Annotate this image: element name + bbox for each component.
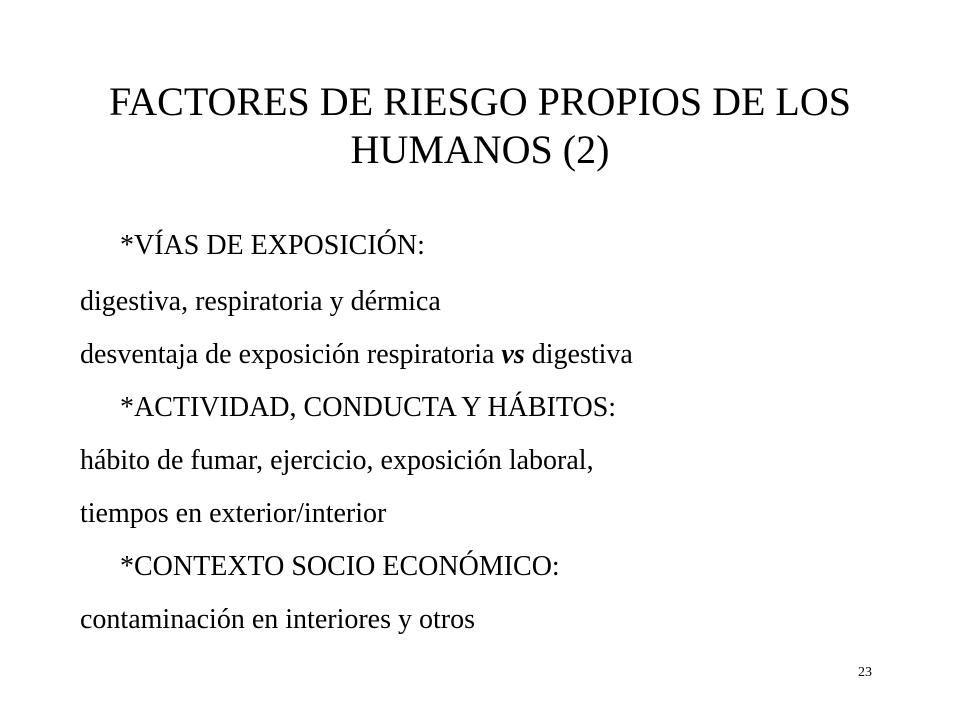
exposure-disadvantage-text: desventaja de exposición respiratoria [80,339,502,370]
exposure-routes-list: digestiva, respiratoria y dérmica [80,286,441,317]
slide-title-line-2: HUMANOS (2) [350,127,610,172]
activity-habits-line-2: tiempos en exterior/interior [80,498,387,529]
page-number: 23 [858,665,872,680]
section-heading-socioeconomic: *CONTEXTO SOCIO ECONÓMICO: [120,551,560,582]
versus-emphasis: vs [501,339,525,370]
slide-title [40,78,920,174]
exposure-disadvantage-line [80,338,633,372]
section-heading-exposure-routes: *VÍAS DE EXPOSICIÓN: [120,230,425,261]
activity-habits-line-1: hábito de fumar, ejercicio, exposición laboral, [80,445,594,476]
socioeconomic-line: contaminación en interiores y otros [80,604,475,635]
section-heading-activity-habits: *ACTIVIDAD, CONDUCTA Y HÁBITOS: [120,392,617,423]
exposure-disadvantage-end: digestiva [524,339,633,370]
slide-title-line-1: FACTORES DE RIESGO PROPIOS DE LOS [109,79,851,124]
